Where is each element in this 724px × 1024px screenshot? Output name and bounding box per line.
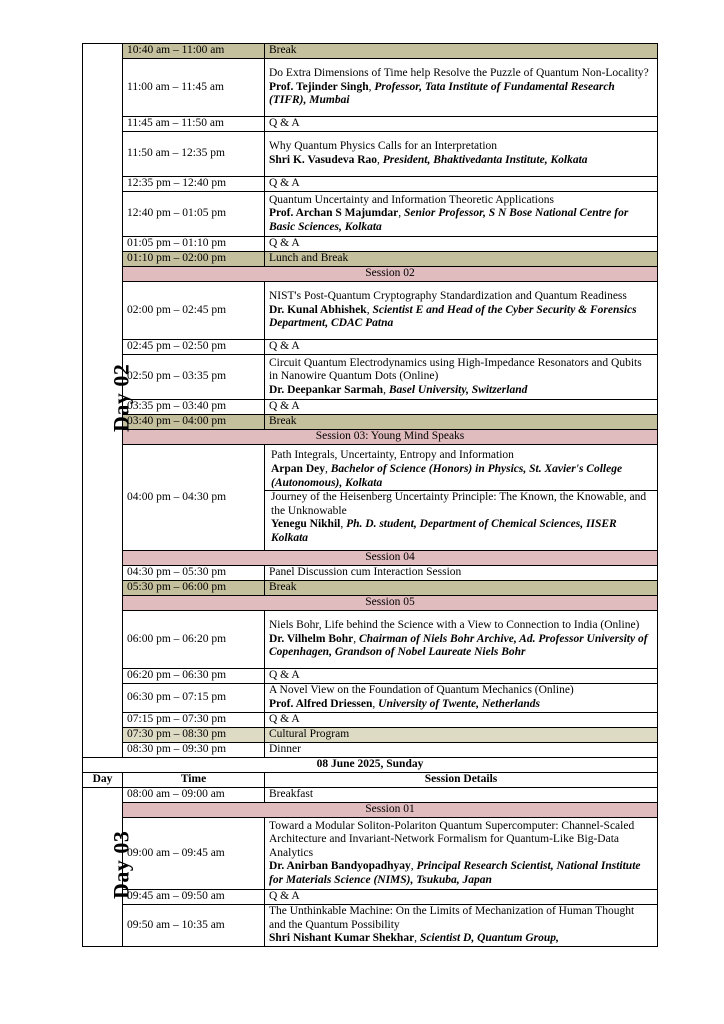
time-cell: 04:30 pm – 05:30 pm <box>123 566 265 581</box>
time-cell: 02:50 pm – 03:35 pm <box>123 355 265 400</box>
talk-title: Circuit Quantum Electrodynamics using High-Impedance Resonators and Qubits in Nanowire Quantum Dots (Online) <box>269 356 642 383</box>
schedule-row <box>83 669 658 684</box>
speaker-name: Arpan Dey <box>271 463 325 476</box>
speaker-line: Dr. Kunal Abhishek, Scientist E and Head of the Cyber Security & Forensics Department, CDAC Patna <box>269 303 637 330</box>
schedule-row <box>83 400 658 415</box>
schedule-row <box>83 44 658 59</box>
talk-details <box>265 684 658 713</box>
speaker-affiliation: Senior Professor, S N Bose National Centre for Basic Sciences, Kolkata <box>269 207 629 233</box>
speaker-name: Prof. Archan S Majumdar <box>269 207 399 220</box>
time-cell: 11:00 am – 11:45 am <box>123 59 265 117</box>
talk-details <box>265 818 658 890</box>
speaker-name: Prof. Alfred Driessen <box>269 698 373 710</box>
speaker-name: Dr. Anirban Bandyopadhyay <box>269 860 411 873</box>
speaker-line: Shri K. Vasudeva Rao, President, Bhaktivedanta Institute, Kolkata <box>269 154 588 166</box>
header-day: Day <box>83 773 123 788</box>
speaker-line: Arpan Dey, Bachelor of Science (Honors) in Physics, St. Xavier's College (Autonomous), Kolkata <box>271 463 623 489</box>
time-cell: 02:00 pm – 02:45 pm <box>123 282 265 340</box>
talk-title: Do Extra Dimensions of Time help Resolve the Puzzle of Quantum Non-Locality? <box>269 67 649 80</box>
time-cell: 12:40 pm – 01:05 pm <box>123 192 265 237</box>
activity-cell: Q & A <box>265 890 658 905</box>
time-cell: 02:45 pm – 02:50 pm <box>123 340 265 355</box>
schedule-row <box>83 340 658 355</box>
schedule-row <box>83 905 658 947</box>
schedule-row <box>83 430 658 445</box>
talk-details <box>265 132 658 177</box>
talk-title: Toward a Modular Soliton-Polariton Quantum Supercomputer: Channel-Scaled Architecture and Invariant-Network Formalism for Quantum-Like Big-Data Analytics <box>269 819 635 859</box>
talk-block <box>265 449 657 490</box>
speaker-affiliation: Principal Research Scientist, National Institute for Materials Science (NIMS), Tsukuba, Japan <box>269 860 641 886</box>
activity-cell: Q & A <box>265 400 658 415</box>
time-cell: 03:35 pm – 03:40 pm <box>123 400 265 415</box>
talk-title: Journey of the Heisenberg Uncertainty Principle: The Known, the Knowable, and the Unknowable <box>271 491 647 517</box>
schedule-row <box>83 890 658 905</box>
schedule-row <box>83 117 658 132</box>
time-cell: 07:15 pm – 07:30 pm <box>123 713 265 728</box>
speaker-name: Dr. Deepankar Sarmah <box>269 383 384 396</box>
activity-cell: Q & A <box>265 713 658 728</box>
session-heading: Session 05 <box>123 596 658 611</box>
activity-cell: Q & A <box>265 340 658 355</box>
activity-cell: Q & A <box>265 117 658 132</box>
schedule-row <box>83 192 658 237</box>
speaker-line: Dr. Vilhelm Bohr, Chairman of Niels Bohr Archive, Ad. Professor University of Copenhagen, Grandson of Nobel Laureate Niels Bohr <box>269 632 648 659</box>
speaker-affiliation: Chairman of Niels Bohr Archive, Ad. Professor University of Copenhagen, Grandson of Nobel Laureate Niels Bohr <box>269 632 648 659</box>
day-label: Day 02 <box>108 363 134 433</box>
schedule-row <box>83 743 658 758</box>
day-label-cell <box>83 788 134 947</box>
activity-cell: Break <box>265 44 658 59</box>
schedule-row <box>83 788 658 803</box>
talk-title: Quantum Uncertainty and Information Theoretic Applications <box>269 193 554 206</box>
activity-cell: Panel Discussion cum Interaction Session <box>265 566 658 581</box>
schedule-row <box>83 581 658 596</box>
schedule-row <box>83 267 658 282</box>
activity-cell: Cultural Program <box>265 728 658 743</box>
speaker-line: Dr. Anirban Bandyopadhyay, Principal Research Scientist, National Institute for Materials Science (NIMS), Tsukuba, Japan <box>269 860 641 886</box>
speaker-affiliation: Basel University, Switzerland <box>388 383 528 396</box>
talk-details <box>265 445 658 551</box>
speaker-affiliation: Professor, Tata Institute of Fundamental Research (TIFR), Mumbai <box>269 80 615 107</box>
speaker-line: Yenegu Nikhil, Ph. D. student, Department of Chemical Sciences, IISER Kolkata <box>271 518 617 544</box>
schedule-row <box>83 59 658 117</box>
talk-details <box>265 611 658 669</box>
session-heading: Session 04 <box>123 551 658 566</box>
schedule-row <box>83 282 658 340</box>
schedule-row <box>83 566 658 581</box>
schedule-row <box>83 415 658 430</box>
time-cell: 12:35 pm – 12:40 pm <box>123 177 265 192</box>
schedule-row <box>83 551 658 566</box>
talk-title: A Novel View on the Foundation of Quantum Mechanics (Online) <box>269 684 574 697</box>
time-cell: 08:30 pm – 09:30 pm <box>123 743 265 758</box>
schedule-row <box>83 445 658 551</box>
time-cell: 09:00 am – 09:45 am <box>123 818 265 890</box>
talk-title: NIST's Post-Quantum Cryptography Standardization and Quantum Readiness <box>269 290 627 303</box>
time-cell: 03:40 pm – 04:00 pm <box>123 415 265 430</box>
speaker-line: Dr. Deepankar Sarmah, Basel University, Switzerland <box>269 383 528 396</box>
speaker-line: Shri Nishant Kumar Shekhar, Scientist D, Quantum Group, <box>269 932 559 945</box>
talk-block <box>265 490 657 545</box>
header-time: Time <box>123 773 265 788</box>
session-heading: Session 01 <box>123 803 658 818</box>
talk-title: The Unthinkable Machine: On the Limits of Mechanization of Human Thought and the Quantum Possibility <box>269 905 635 931</box>
schedule-row <box>83 237 658 252</box>
schedule-row <box>83 611 658 669</box>
header-row <box>83 773 658 788</box>
speaker-line: Prof. Tejinder Singh, Professor, Tata Institute of Fundamental Research (TIFR), Mumbai <box>269 80 615 107</box>
schedule-row <box>83 728 658 743</box>
activity-cell: Break <box>265 415 658 430</box>
activity-cell: Q & A <box>265 669 658 684</box>
schedule-row <box>83 818 658 890</box>
speaker-name: Shri K. Vasudeva Rao <box>269 154 378 166</box>
time-cell: 09:50 am – 10:35 am <box>123 905 265 947</box>
time-cell: 06:20 pm – 06:30 pm <box>123 669 265 684</box>
talk-details <box>265 355 658 400</box>
schedule-row <box>83 252 658 267</box>
time-cell: 11:45 am – 11:50 am <box>123 117 265 132</box>
session-heading: Session 02 <box>123 267 658 282</box>
schedule-row <box>83 177 658 192</box>
talk-details <box>265 59 658 117</box>
activity-cell: Q & A <box>265 177 658 192</box>
time-cell: 07:30 pm – 08:30 pm <box>123 728 265 743</box>
time-cell: 11:50 am – 12:35 pm <box>123 132 265 177</box>
activity-cell: Breakfast <box>265 788 658 803</box>
talk-title: Why Quantum Physics Calls for an Interpretation <box>269 140 498 153</box>
talk-details <box>265 192 658 237</box>
date-row <box>83 758 658 773</box>
time-cell: 09:45 am – 09:50 am <box>123 890 265 905</box>
talk-details <box>265 282 658 340</box>
schedule-table <box>82 43 658 947</box>
speaker-affiliation: President, Bhaktivedanta Institute, Kolkata <box>382 154 588 166</box>
schedule-row <box>83 355 658 400</box>
time-cell: 04:00 pm – 04:30 pm <box>123 445 265 551</box>
speaker-name: Shri Nishant Kumar Shekhar <box>269 932 415 945</box>
time-cell: 06:00 pm – 06:20 pm <box>123 611 265 669</box>
time-cell: 06:30 pm – 07:15 pm <box>123 684 265 713</box>
schedule-row <box>83 803 658 818</box>
speaker-affiliation: Scientist D, Quantum Group, <box>419 932 559 945</box>
schedule-row <box>83 684 658 713</box>
talk-details <box>265 905 658 947</box>
talk-title: Niels Bohr, Life behind the Science with a View to Connection to India (Online) <box>269 619 640 632</box>
activity-cell: Break <box>265 581 658 596</box>
schedule-row <box>83 132 658 177</box>
day-label-cell <box>83 44 134 758</box>
speaker-affiliation: University of Twente, Netherlands <box>378 698 540 710</box>
speaker-name: Dr. Kunal Abhishek <box>269 303 367 316</box>
activity-cell: Lunch and Break <box>265 252 658 267</box>
speaker-name: Yenegu Nikhil <box>271 518 341 531</box>
header-details: Session Details <box>265 773 658 788</box>
time-cell: 01:10 pm – 02:00 pm <box>123 252 265 267</box>
speaker-affiliation: Ph. D. student, Department of Chemical Sciences, IISER Kolkata <box>271 518 617 544</box>
schedule-row <box>83 713 658 728</box>
speaker-line: Prof. Alfred Driessen, University of Twente, Netherlands <box>269 698 540 710</box>
time-cell: 05:30 pm – 06:00 pm <box>123 581 265 596</box>
talk-title: Path Integrals, Uncertainty, Entropy and Information <box>271 449 514 462</box>
speaker-line: Prof. Archan S Majumdar, Senior Professor, S N Bose National Centre for Basic Sciences, Kolkata <box>269 207 629 233</box>
time-cell: 01:05 pm – 01:10 pm <box>123 237 265 252</box>
day-label: Day 03 <box>108 830 134 899</box>
time-cell: 08:00 am – 09:00 am <box>123 788 265 803</box>
time-cell: 10:40 am – 11:00 am <box>123 44 265 59</box>
schedule-row <box>83 596 658 611</box>
activity-cell: Q & A <box>265 237 658 252</box>
date-heading: 08 June 2025, Sunday <box>83 758 658 773</box>
activity-cell: Dinner <box>265 743 658 758</box>
speaker-affiliation: Bachelor of Science (Honors) in Physics, St. Xavier's College (Autonomous), Kolkata <box>271 463 623 489</box>
speaker-name: Dr. Vilhelm Bohr <box>269 632 354 645</box>
speaker-affiliation: Scientist E and Head of the Cyber Security & Forensics Department, CDAC Patna <box>269 303 637 330</box>
speaker-name: Prof. Tejinder Singh <box>269 80 369 93</box>
session-heading: Session 03: Young Mind Speaks <box>123 430 658 445</box>
